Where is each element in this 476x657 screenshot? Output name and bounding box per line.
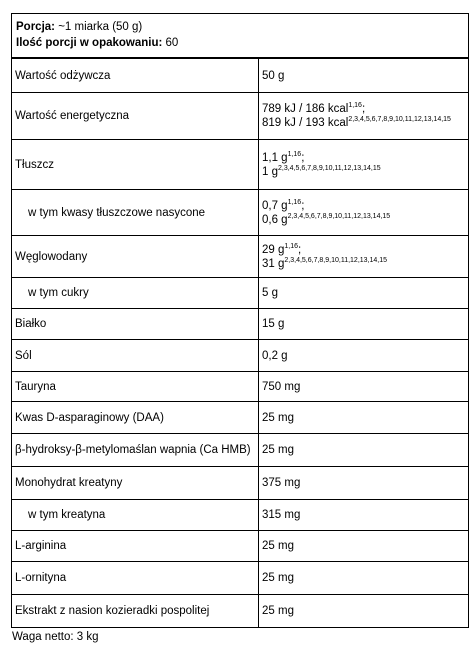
nutrient-name: Monohydrat kreatyny xyxy=(12,467,259,500)
nutrient-name: Tauryna xyxy=(12,372,259,402)
table-row xyxy=(12,236,469,278)
table-row xyxy=(12,59,469,93)
nutrient-value: 15 g xyxy=(259,309,469,340)
nutrient-name: Wartość odżywcza xyxy=(12,59,259,93)
nutrient-value: 5 g xyxy=(259,278,469,309)
footnote-ref: 2,3,4,5,6,7,8,9,10,11,12,13,14,15 xyxy=(287,212,391,220)
nutrient-value: 25 mg xyxy=(259,402,469,434)
nutrient-value xyxy=(259,140,469,190)
table-row xyxy=(12,467,469,500)
nutrition-panel xyxy=(11,13,469,643)
separator: ; xyxy=(361,103,366,115)
footnote-ref: 1,16 xyxy=(348,102,362,110)
value-eu: 29 g xyxy=(262,243,285,256)
nutrient-value: 25 mg xyxy=(259,531,469,562)
value-eu: 1,1 g xyxy=(262,151,288,164)
table-row xyxy=(12,531,469,562)
footnote-ref: 1,16 xyxy=(287,198,302,206)
table-row xyxy=(12,309,469,340)
table-row xyxy=(12,340,469,372)
nutrient-name: Tłuszcz xyxy=(12,140,259,190)
nutrient-value: 0,2 g xyxy=(259,340,469,372)
nutrient-name: Sól xyxy=(12,340,259,372)
nutrient-name: Węglowodany xyxy=(12,236,259,278)
nutrient-value: 750 mg xyxy=(259,372,469,402)
separator: ; xyxy=(301,151,305,164)
table-row xyxy=(12,93,469,140)
nutrient-name: Kwas D-asparaginowy (DAA) xyxy=(12,402,259,434)
value-eu: 0,7 g xyxy=(262,199,288,212)
footnote-ref: 1,16 xyxy=(287,150,302,158)
nutrient-value xyxy=(259,236,469,278)
value-alt: 1 g xyxy=(262,165,278,178)
footnote-ref: 1,16 xyxy=(284,242,299,250)
nutrient-value: 50 g xyxy=(259,59,469,93)
portion-header xyxy=(11,13,469,58)
nutrient-value: 25 mg xyxy=(259,595,469,628)
value-alt: 31 g xyxy=(262,257,285,270)
separator: ; xyxy=(298,243,302,256)
servings-label: Ilość porcji w opakowaniu: xyxy=(16,37,163,49)
nutrient-name: L-ornityna xyxy=(12,562,259,595)
nutrient-name: w tym kwasy tłuszczowe nasycone xyxy=(12,190,259,236)
value-eu: 789 kJ / 186 kcal xyxy=(262,103,349,115)
nutrient-value xyxy=(259,190,469,236)
value-alt: 0,6 g xyxy=(262,213,288,226)
nutrient-name: L-arginina xyxy=(12,531,259,562)
table-row xyxy=(12,434,469,467)
table-row xyxy=(12,595,469,628)
table-row xyxy=(12,190,469,236)
table-row xyxy=(12,278,469,309)
nutrient-value: 25 mg xyxy=(259,434,469,467)
value-alt: 819 kJ / 193 kcal xyxy=(262,117,349,129)
nutrient-name: Ekstrakt z nasion kozieradki pospolitej xyxy=(12,595,259,628)
servings-value: 60 xyxy=(162,37,179,49)
nutrient-value: 375 mg xyxy=(259,467,469,500)
nutrient-value xyxy=(259,93,469,140)
nutrition-table xyxy=(11,58,469,628)
footnote-ref: 2,3,4,5,6,7,8,9,10,11,12,13,14,15 xyxy=(284,256,388,264)
net-weight: Waga netto: 3 kg xyxy=(12,631,99,643)
nutrient-value: 25 mg xyxy=(259,562,469,595)
separator: ; xyxy=(301,199,305,212)
portion-value: ~1 miarka (50 g) xyxy=(55,21,143,33)
servings-line xyxy=(16,35,464,51)
nutrient-name: w tym cukry xyxy=(12,278,259,309)
footnote-ref: 2,3,4,5,6,7,8,9,10,11,12,13,14,15 xyxy=(278,164,381,172)
nutrient-value: 315 mg xyxy=(259,500,469,531)
nutrient-name: Białko xyxy=(12,309,259,340)
nutrient-name: w tym kreatyna xyxy=(12,500,259,531)
table-row xyxy=(12,140,469,190)
table-row xyxy=(12,372,469,402)
footnote-ref: 2,3,4,5,6,7,8,9,10,11,12,13,14,15 xyxy=(348,116,451,124)
table-row xyxy=(12,500,469,531)
nutrient-name: Wartość energetyczna xyxy=(12,93,259,140)
portion-label: Porcja: xyxy=(16,21,55,33)
nutrient-name: β-hydroksy-β-metylomaślan wapnia (Ca HMB) xyxy=(12,434,259,467)
table-row xyxy=(12,562,469,595)
table-row xyxy=(12,402,469,434)
portion-line xyxy=(16,19,464,35)
